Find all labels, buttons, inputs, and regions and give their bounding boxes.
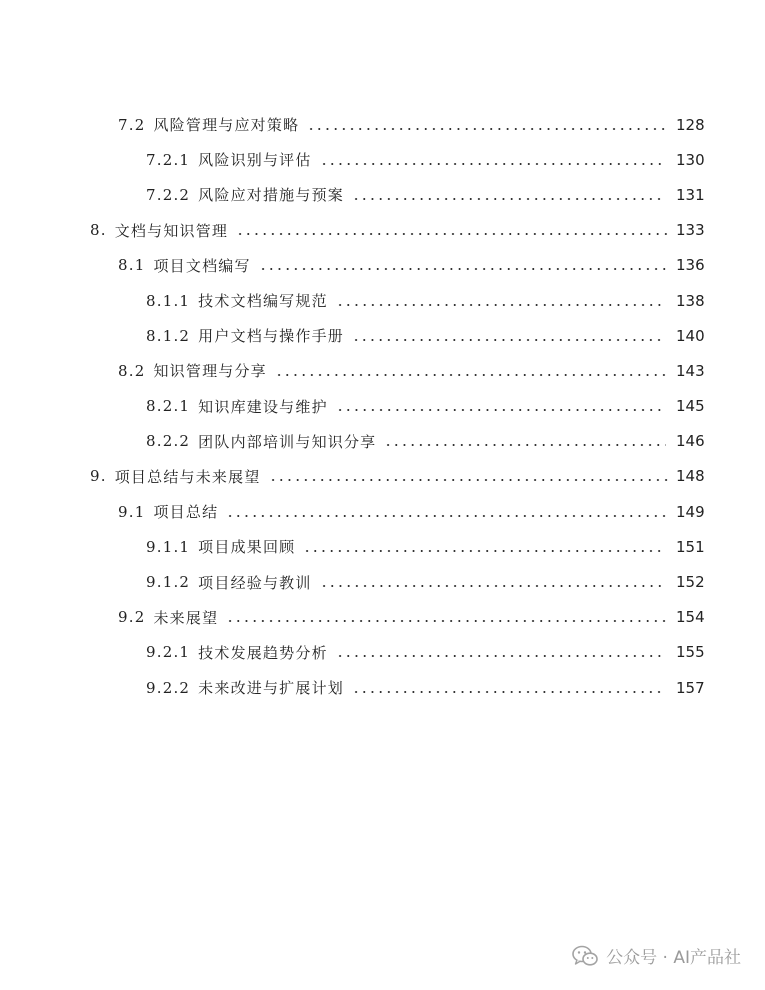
toc-entry-title: 项目总结与未来展望 (114, 467, 261, 486)
toc-entry-number: 8.1.2 (146, 326, 191, 345)
toc-entry-title: 技术文档编写规范 (198, 292, 328, 311)
toc-entry-number: 7.2.2 (146, 185, 191, 204)
toc-entry[interactable] (0, 529, 765, 564)
toc-entry-title: 风险应对措施与预案 (198, 186, 344, 205)
toc-entry[interactable] (0, 389, 765, 424)
toc-dot-leader (320, 585, 666, 587)
toc-entry[interactable] (0, 142, 765, 177)
toc-entry-page: 143 (676, 361, 705, 380)
toc-entry-page: 149 (676, 502, 705, 521)
toc-entry-title: 知识管理与分享 (153, 362, 267, 381)
toc-dot-leader (336, 304, 666, 306)
toc-entry-page: 140 (676, 326, 705, 345)
toc-entry[interactable] (0, 670, 765, 705)
toc-entry-page: 138 (676, 291, 705, 310)
toc-entry-page: 128 (676, 115, 705, 134)
toc-entry-title: 未来改进与扩展计划 (198, 679, 344, 698)
toc-entry-title: 技术发展趋势分析 (198, 643, 328, 662)
toc-dot-leader (320, 163, 666, 165)
toc-entry-page: 152 (676, 573, 705, 592)
toc-entry[interactable] (0, 564, 765, 599)
toc-dot-leader (352, 339, 666, 341)
toc-entry-number: 9.1 (118, 502, 146, 521)
toc-dot-leader (236, 233, 672, 235)
toc-dot-leader (352, 198, 666, 200)
toc-dot-leader (336, 655, 666, 657)
toc-dot-leader (352, 691, 666, 693)
toc-entry[interactable] (0, 107, 765, 142)
toc-entry-number: 8. (90, 221, 107, 240)
toc-dot-leader (269, 479, 672, 481)
toc-entry[interactable] (0, 283, 765, 318)
toc-entry[interactable] (0, 424, 765, 459)
toc-entry-title: 项目经验与教训 (198, 573, 312, 592)
toc-entry[interactable] (0, 213, 765, 248)
toc-entry-number: 7.2.1 (146, 150, 191, 169)
table-of-contents (0, 107, 765, 705)
toc-entry-title: 项目文档编写 (153, 256, 251, 275)
toc-entry-title: 项目成果回顾 (198, 538, 296, 557)
toc-entry[interactable] (0, 635, 765, 670)
toc-entry-page: 157 (676, 678, 705, 697)
toc-entry-title: 团队内部培训与知识分享 (198, 432, 377, 451)
toc-entry-page: 136 (676, 256, 705, 275)
toc-dot-leader (275, 374, 666, 376)
toc-dot-leader (226, 620, 666, 622)
toc-dot-leader (336, 409, 666, 411)
toc-entry-number: 9.1.1 (146, 537, 191, 556)
toc-entry-number: 9. (90, 467, 107, 486)
toc-entry-number: 8.1 (118, 256, 146, 275)
toc-entry-title: 风险管理与应对策略 (153, 116, 300, 135)
watermark (572, 943, 741, 968)
toc-entry-page: 151 (676, 537, 705, 556)
toc-entry-number: 8.2.2 (146, 432, 191, 451)
toc-dot-leader (303, 550, 666, 552)
toc-entry-number: 9.1.2 (146, 573, 191, 592)
toc-entry-number: 9.2.2 (146, 678, 191, 697)
toc-entry-page: 131 (676, 185, 705, 204)
toc-dot-leader (226, 515, 666, 517)
toc-entry-title: 风险识别与评估 (198, 151, 312, 170)
toc-entry-number: 9.2.1 (146, 643, 191, 662)
toc-entry-title: 知识库建设与维护 (198, 397, 328, 416)
toc-entry-number: 8.1.1 (146, 291, 191, 310)
toc-entry[interactable] (0, 177, 765, 212)
toc-entry-page: 145 (676, 397, 705, 416)
toc-entry[interactable] (0, 248, 765, 283)
wechat-icon (572, 945, 598, 967)
toc-entry-page: 155 (676, 643, 705, 662)
toc-entry-title: 未来展望 (153, 608, 219, 627)
toc-entry-title: 用户文档与操作手册 (198, 327, 344, 346)
toc-entry-page: 130 (676, 150, 705, 169)
toc-entry[interactable] (0, 494, 765, 529)
toc-entry[interactable] (0, 353, 765, 388)
watermark-text: 公众号 · AI产品社 (606, 948, 741, 968)
toc-entry[interactable] (0, 459, 765, 494)
toc-entry-number: 9.2 (118, 608, 146, 627)
toc-entry-page: 146 (676, 432, 705, 451)
toc-dot-leader (307, 128, 666, 130)
toc-entry-number: 8.2.1 (146, 397, 191, 416)
toc-entry-page: 154 (676, 608, 705, 627)
toc-entry[interactable] (0, 318, 765, 353)
toc-entry-page: 148 (676, 467, 705, 486)
toc-entry-page: 133 (676, 221, 705, 240)
toc-dot-leader (259, 268, 666, 270)
toc-dot-leader (384, 444, 666, 446)
toc-entry[interactable] (0, 600, 765, 635)
toc-entry-number: 7.2 (118, 115, 146, 134)
toc-entry-number: 8.2 (118, 361, 146, 380)
toc-entry-title: 文档与知识管理 (114, 221, 229, 240)
toc-entry-title: 项目总结 (153, 503, 219, 522)
